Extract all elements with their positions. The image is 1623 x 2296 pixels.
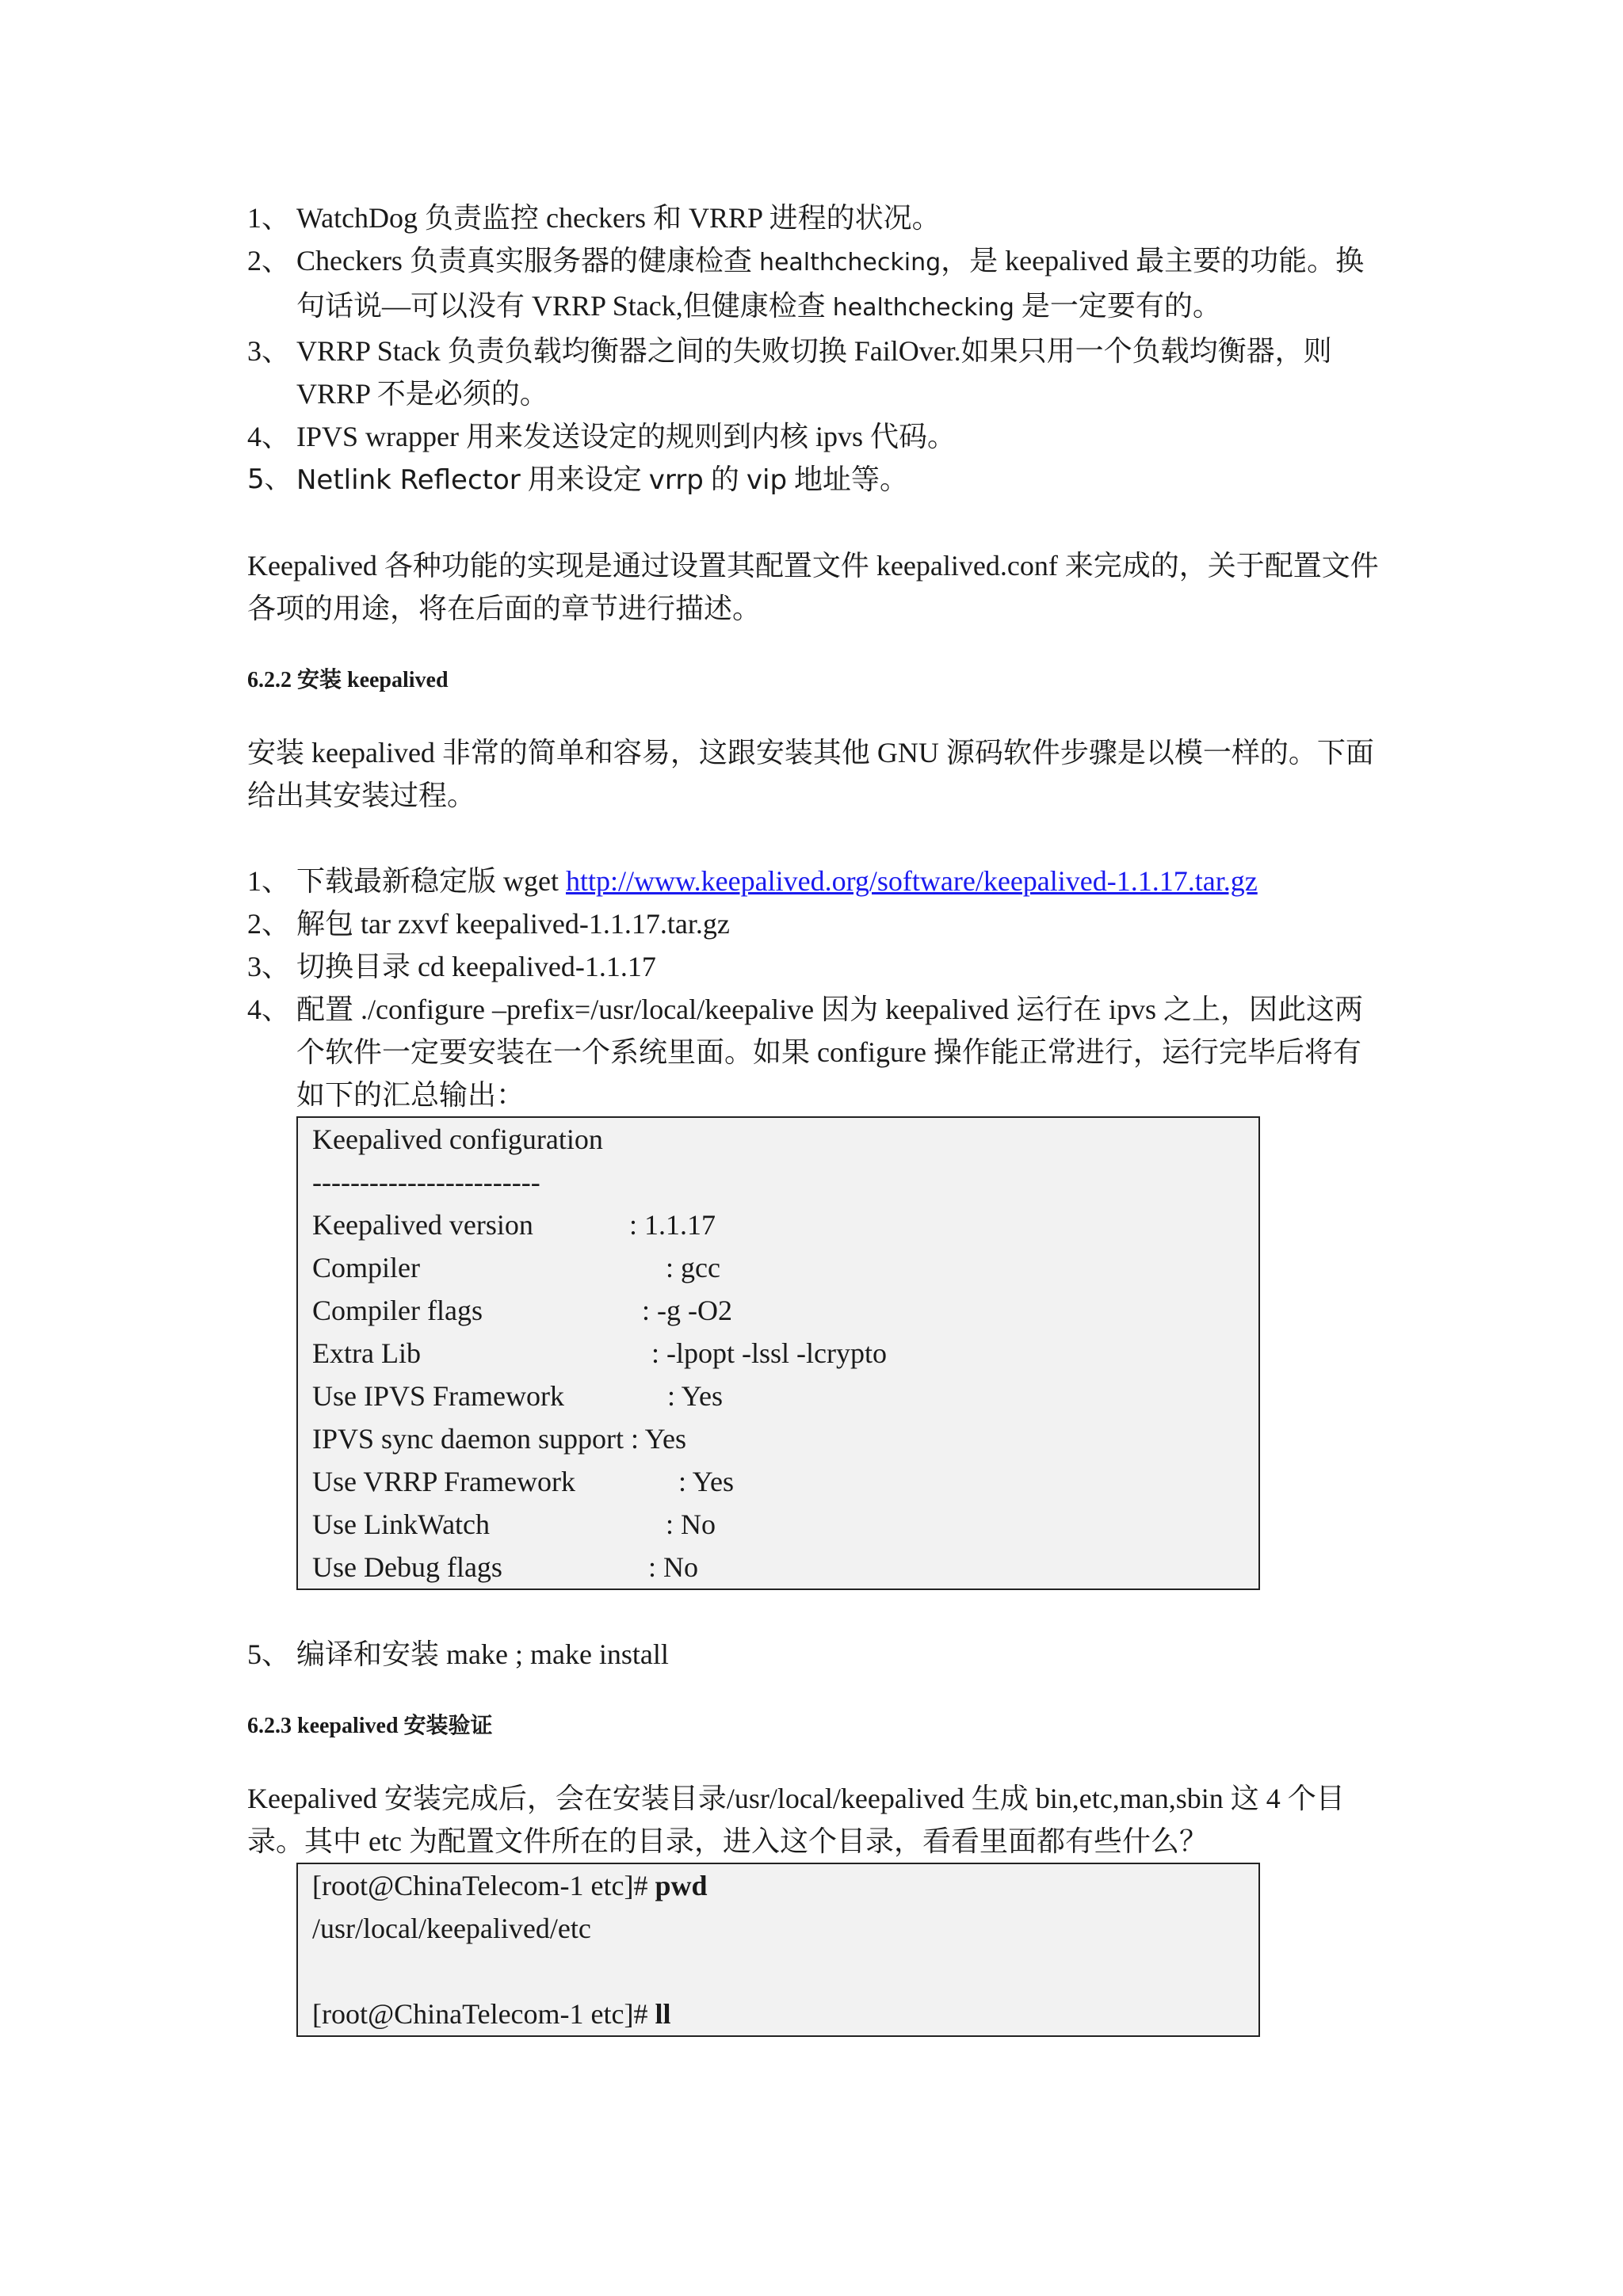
config-title: Keepalived configuration: [312, 1123, 603, 1155]
list-item: 4、 IPVS wrapper 用来发送设定的规则到内核 ipvs 代码。: [247, 421, 956, 452]
paragraph-verify-intro: Keepalived 安装完成后，会在安装目录/usr/local/keepalived 生成 bin,etc,man,sbin 这 4 个目录。其中 etc 为配置文件所在的目录，进入这个目录，看看里面都有些什么？: [247, 1783, 1345, 1857]
config-row: Use LinkWatch : No: [312, 1508, 716, 1540]
install-steps-list: [247, 860, 1385, 1116]
config-row: Use IPVS Framework : Yes: [312, 1380, 724, 1412]
config-row: Use Debug flags : No: [312, 1551, 698, 1583]
shell-blank-line: [312, 1950, 1244, 1993]
paragraph-config-intro: Keepalived 各种功能的实现是通过设置其配置文件 keepalived.conf 来完成的，关于配置文件各项的用途，将在后面的章节进行描述。: [247, 550, 1379, 624]
shell-line: [root@ChinaTelecom-1 etc]# pwd: [312, 1870, 708, 1901]
config-row: Keepalived version : 1.1.17: [312, 1209, 716, 1241]
list-item: 5、 编译和安装 make ; make install: [247, 1638, 669, 1670]
list-item: 1、 下载最新稳定版 wget http://www.keepalived.org/software/keepalived-1.1.17.tar.gz: [247, 865, 1258, 897]
component-list: [247, 196, 1385, 502]
list-item: 4、 配置 ./configure –prefix=/usr/local/keepalive 因为 keepalived 运行在 ipvs 之上，因此这两个软件一定要安装在一个系统里面。如果 configure 操作能正常进行，运行完毕后将有如下的汇总输出：: [247, 994, 1364, 1111]
shell-line: [root@ChinaTelecom-1 etc]# ll: [312, 1998, 671, 2030]
list-item: 5、 Netlink Reflector 用来设定 vrrp 的 vip 地址等。: [247, 463, 909, 496]
configure-output-box: [296, 1116, 1260, 1590]
shell-output-box: [296, 1863, 1260, 2037]
document-page: [247, 196, 1385, 2037]
list-item: 1、 WatchDog 负责监控 checkers 和 VRRP 进程的状况。: [247, 202, 941, 234]
section-heading-verify: 6.2.3 keepalived 安装验证: [247, 1714, 493, 1738]
compile-step-list: [247, 1633, 1385, 1676]
paragraph-install-intro: 安装 keepalived 非常的简单和容易，这跟安装其他 GNU 源码软件步骤是以模一样的。下面给出其安装过程。: [247, 737, 1374, 811]
config-row: Compiler : gcc: [312, 1252, 720, 1283]
config-row: Extra Lib : -lpopt -lssl -lcrypto: [312, 1337, 887, 1369]
download-link[interactable]: http://www.keepalived.org/software/keepalived-1.1.17.tar.gz: [565, 865, 1258, 897]
config-row: Compiler flags : -g -O2: [312, 1295, 732, 1326]
config-row: Use VRRP Framework : Yes: [312, 1466, 735, 1497]
shell-line: /usr/local/keepalived/etc: [312, 1913, 591, 1944]
list-item: 3、 切换目录 cd keepalived-1.1.17: [247, 951, 656, 982]
list-item: 2、 Checkers 负责真实服务器的健康检查 healthchecking，是 keepalived 最主要的功能。换句话说—可以没有 VRRP Stack,但健康检查 healthchecking 是一定要有的。: [247, 245, 1365, 322]
list-item: 3、 VRRP Stack 负责负载均衡器之间的失败切换 FailOver.如果只用一个负载均衡器，则 VRRP 不是必须的。: [247, 335, 1332, 410]
config-divider: ------------------------: [312, 1166, 540, 1198]
section-heading-install: 6.2.2 安装 keepalived: [247, 668, 449, 692]
config-row: IPVS sync daemon support : Yes: [312, 1423, 687, 1455]
list-item: 2、 解包 tar zxvf keepalived-1.1.17.tar.gz: [247, 908, 730, 940]
